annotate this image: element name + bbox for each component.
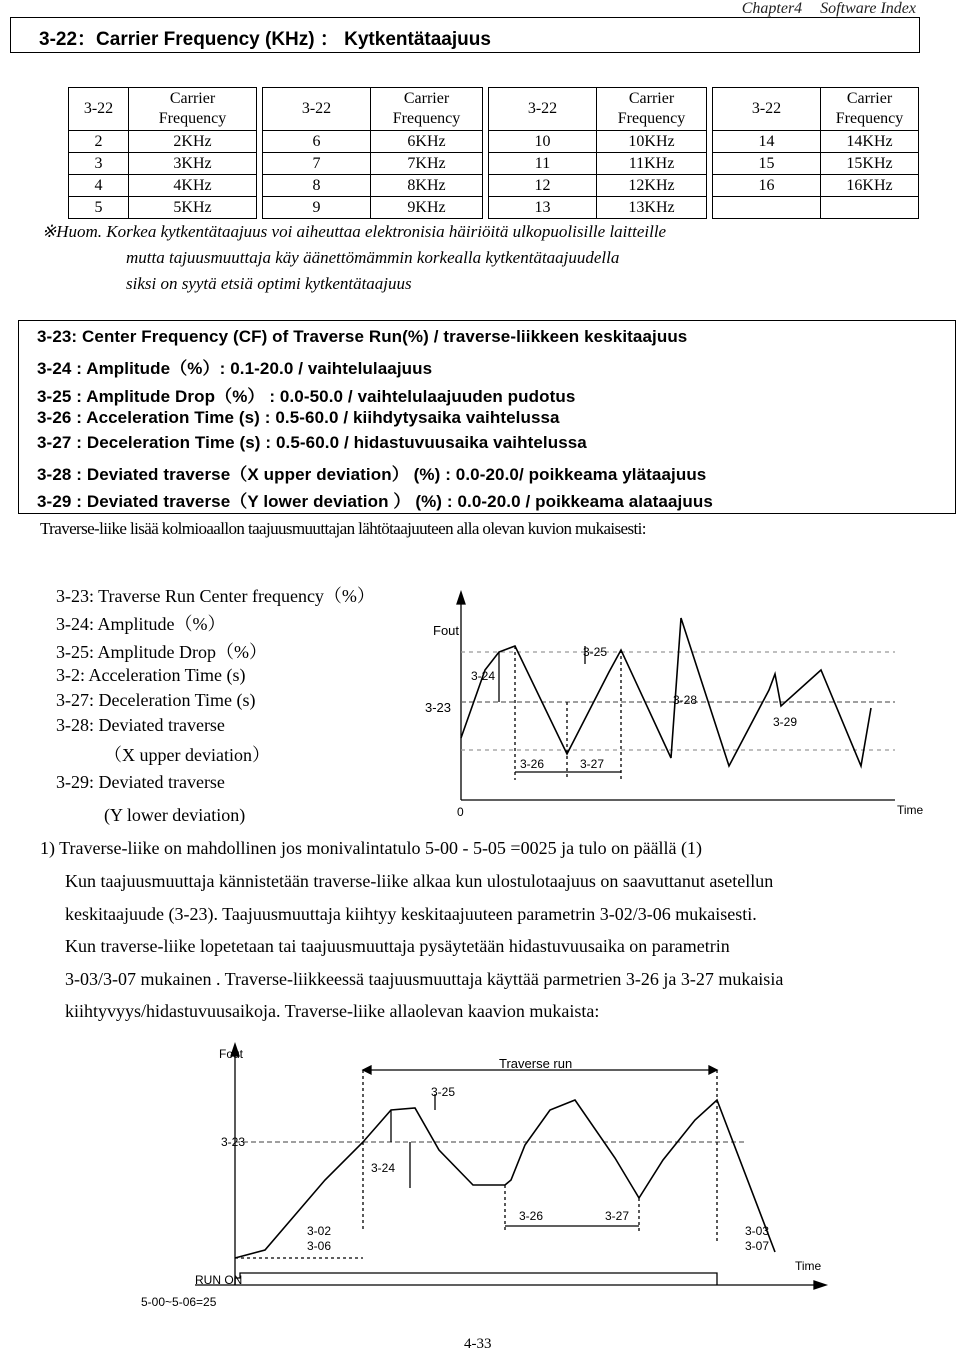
table-cell: 13KHz: [597, 197, 707, 219]
table-cell: 4KHz: [129, 175, 257, 197]
diagram2-condition: 5-00~5-06=25: [141, 1295, 217, 1309]
paragraph-line: Kun traverse-liike lopetetaan tai taajuusmuuttaja pysäytetään hidastuvuusaika on parametrin: [65, 936, 730, 956]
table-cell: 6KHz: [371, 131, 483, 153]
diagram1-origin: 0: [457, 805, 464, 819]
diagram2-traverse-run: Traverse run: [499, 1056, 573, 1071]
header-carrier: Carrier Frequency: [371, 88, 483, 131]
table-cell: 5KHz: [129, 197, 257, 219]
table-cell: 4: [69, 175, 129, 197]
header-param: 3-22: [713, 88, 821, 131]
table-cell: 16: [713, 175, 821, 197]
page-title: 3-22：Carrier Frequency (KHz) ： Kytkentätaajuus: [39, 29, 491, 50]
legend-item: 3-2: Acceleration Time (s): [56, 665, 246, 685]
table-cell: 7KHz: [371, 153, 483, 175]
paragraph-line: kiihtyvyys/hidastuvuusaikoja. Traverse-liike allaolevan kaavion mukaista:: [65, 1001, 600, 1021]
diagram1-label-327: 3-27: [580, 757, 605, 771]
note-line: mutta tajuusmuuttaja käy äänettömämmin korkealla kytkentätaajuudella: [126, 248, 620, 267]
table-cell: 15KHz: [821, 153, 919, 175]
diagram2-label-323: 3-23: [221, 1135, 246, 1149]
traverse-description: Traverse-liike lisää kolmioaallon taajuusmuuttajan lähtötaajuuteen alla olevan kuvion mukaisesti:: [40, 519, 646, 538]
table-cell: 7: [263, 153, 371, 175]
diagram1-label-324: 3-24: [471, 669, 496, 683]
table-cell: 3KHz: [129, 153, 257, 175]
legend-item: 3-24: Amplitude（%）: [56, 614, 226, 634]
traverse-diagram-2: [135, 1040, 835, 1315]
diagram2-label-327: 3-27: [605, 1209, 630, 1223]
table-cell: 13: [489, 197, 597, 219]
header-carrier: Carrier Frequency: [821, 88, 919, 131]
header-param: 3-22: [263, 88, 371, 131]
param-line: 3-24 : Amplitude（%）: 0.1-20.0 / vaihtelulaajuus: [37, 359, 433, 378]
table-cell: 6: [263, 131, 371, 153]
table-cell: 8: [263, 175, 371, 197]
chapter-header: [742, 0, 916, 18]
param-line: 3-23: Center Frequency (CF) of Traverse Run(%) / traverse-liikkeen keskitaajuus: [37, 327, 688, 346]
diagram1-time-label: Time: [897, 803, 924, 817]
header-param: 3-22: [69, 88, 129, 131]
table-row: [69, 197, 919, 219]
paragraph-line: Kun taajuusmuuttaja kännistetään traverse-liike alkaa kun ulostulotaajuus on saavuttanut asetellun: [65, 871, 774, 891]
table-cell: 3: [69, 153, 129, 175]
diagram2-run-on: RUN ON: [195, 1273, 243, 1287]
paragraph-line: 1) Traverse-liike on mahdollinen jos monivalintatulo 5-00 - 5-05 =0025 ja tulo on päällä (1): [40, 838, 703, 858]
legend-item: 3-29: Deviated traverse: [56, 772, 225, 792]
diagram1-label-328: 3-28: [673, 693, 698, 707]
diagram2-label-302: 3-02: [307, 1224, 332, 1238]
table-cell: 5: [69, 197, 129, 219]
table-row: [69, 175, 919, 197]
diagram1-fout: Fout: [433, 623, 460, 638]
diagram2-label-306: 3-06: [307, 1239, 332, 1253]
traverse-diagram-1: [425, 590, 935, 820]
diagram1-label-329: 3-29: [773, 715, 798, 729]
legend-item: 3-25: Amplitude Drop（%）: [56, 642, 267, 662]
note-line: siksi on syytä etsiä optimi kytkentätaajuus: [126, 274, 412, 293]
section-label: Software Index: [820, 0, 916, 17]
diagram2-label-325: 3-25: [431, 1085, 456, 1099]
diagram2-label-303: 3-03: [745, 1224, 770, 1238]
table-cell: 15: [713, 153, 821, 175]
diagram2-time-label: Time: [795, 1259, 822, 1273]
diagram1-label-325: 3-25: [583, 645, 608, 659]
param-line: 3-27 : Deceleration Time (s) : 0.5-60.0 / hidastuvuusaika vaihtelussa: [37, 433, 587, 452]
note-line: ※Huom. Korkea kytkentätaajuus voi aiheuttaa elektronisia häiriöitä ulkopuolisille laitteille: [42, 222, 667, 241]
note-block: [42, 219, 666, 297]
table-cell: 8KHz: [371, 175, 483, 197]
param-line: 3-28 : Deviated traverse（X upper deviation） (%) : 0.0-20.0/ poikkeama ylätaajuus: [37, 465, 707, 484]
table-row: [69, 153, 919, 175]
diagram2-label-324: 3-24: [371, 1161, 396, 1175]
diagram2-fout: Fout: [219, 1047, 244, 1061]
table-row: [69, 131, 919, 153]
table-cell: 16KHz: [821, 175, 919, 197]
paragraph-line: keskitaajuude (3-23). Taajuusmuuttaja kiihtyy keskitaajuuteen parametrin 3-02/3-06 mukaisesti.: [65, 904, 757, 924]
paragraph-line: 3-03/3-07 mukainen . Traverse-liikkeessä taajuusmuuttaja käyttää parmetrien 3-26 ja 3-27 mukaisia: [65, 969, 784, 989]
header-carrier: Carrier Frequency: [129, 88, 257, 131]
parameter-box: [18, 320, 956, 514]
table-cell: [713, 197, 821, 219]
diagram2-label-307: 3-07: [745, 1239, 770, 1253]
diagram1-label-326: 3-26: [520, 757, 545, 771]
table-cell: [821, 197, 919, 219]
diagram2-label-326: 3-26: [519, 1209, 544, 1223]
param-line: 3-25 : Amplitude Drop（%） : 0.0-50.0 / vaihtelulaajuuden pudotus: [37, 387, 576, 406]
table-cell: 9KHz: [371, 197, 483, 219]
legend-item: (Y lower deviation): [104, 805, 246, 825]
header-param: 3-22: [489, 88, 597, 131]
table-cell: 2KHz: [129, 131, 257, 153]
page-number: 4-33: [464, 1336, 492, 1352]
param-line: 3-29 : Deviated traverse（Y lower deviation ） (%) : 0.0-20.0 / poikkeama alataajuus: [37, 492, 713, 511]
header-carrier: Carrier Frequency: [597, 88, 707, 131]
legend-item: 3-28: Deviated traverse: [56, 715, 225, 735]
table-cell: 12KHz: [597, 175, 707, 197]
legend-item: 3-23: Traverse Run Center frequency（%）: [56, 586, 375, 606]
table-cell: 11KHz: [597, 153, 707, 175]
table-cell: 2: [69, 131, 129, 153]
legend-item: （X upper deviation）: [104, 745, 270, 765]
table-header-row: [69, 88, 919, 131]
table-cell: 10KHz: [597, 131, 707, 153]
table-cell: 14KHz: [821, 131, 919, 153]
table-cell: 11: [489, 153, 597, 175]
table-cell: 10: [489, 131, 597, 153]
param-line: 3-26 : Acceleration Time (s) : 0.5-60.0 / kiihdytysaika vaihtelussa: [37, 408, 560, 427]
table-cell: 14: [713, 131, 821, 153]
diagram1-label-323: 3-23: [425, 700, 452, 715]
title-box: [10, 17, 920, 53]
table-cell: 12: [489, 175, 597, 197]
chapter-label: Chapter4: [741, 0, 803, 17]
legend-item: 3-27: Deceleration Time (s): [56, 690, 256, 710]
carrier-frequency-table: [68, 87, 919, 219]
table-cell: 9: [263, 197, 371, 219]
